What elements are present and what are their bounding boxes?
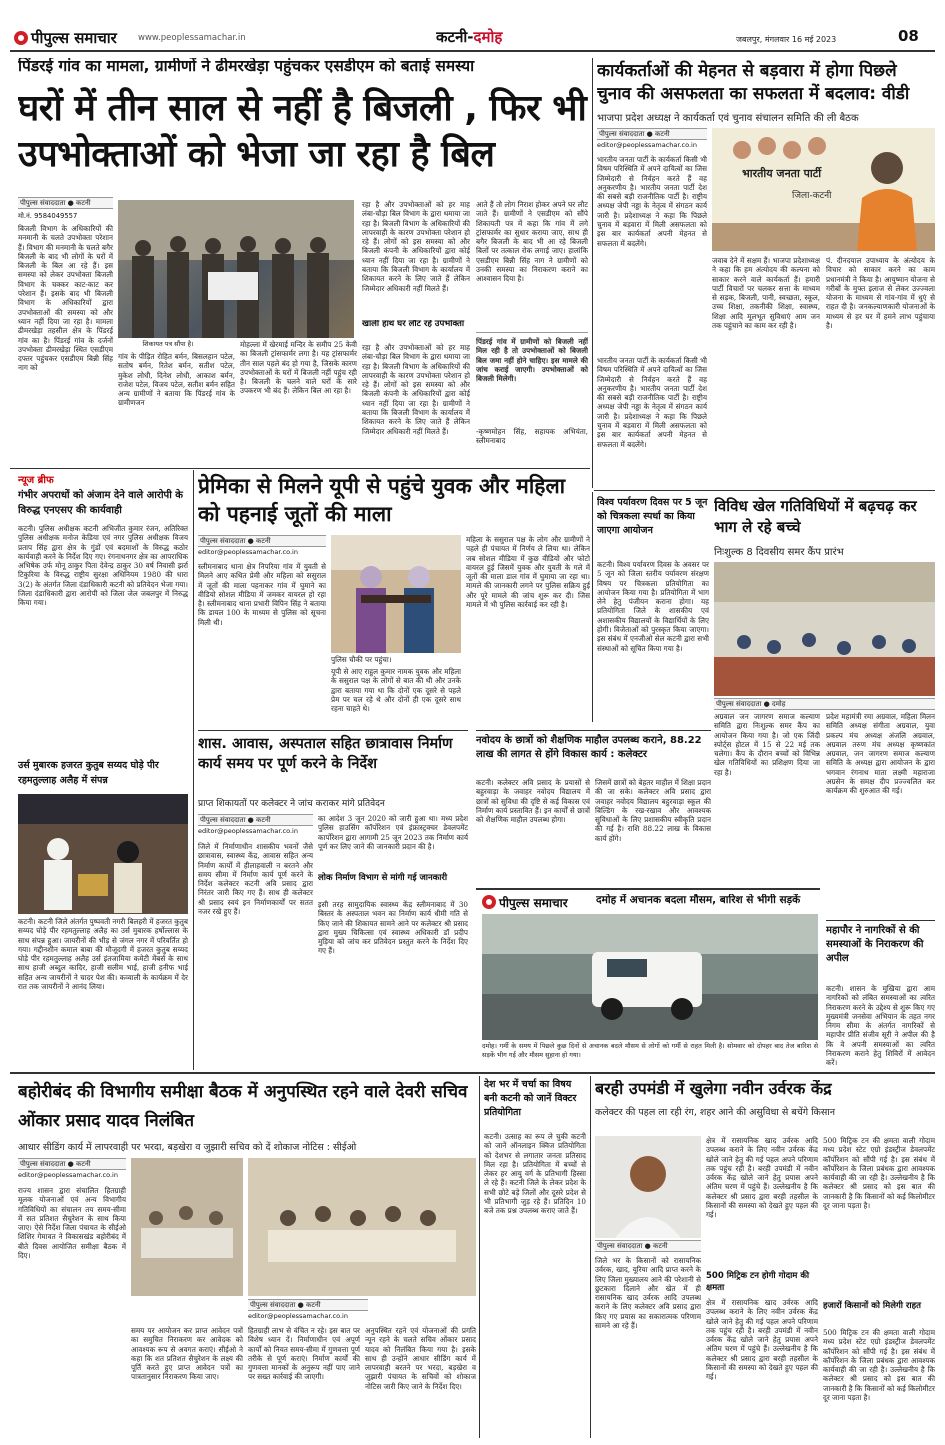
story8-logo-mark-icon [482, 895, 496, 909]
story7-col2: का आदेश 3 जून 2020 को जारी हुआ था। मध्य प्रदेश पुलिस हाउसिंग कॉर्पोरेशन एवं इंफ्रास्ट्रक्चर डेवलपमेंट कार्पोरेशन द्वारा आगामी 25 जून 2023 तक निर्माण कार्य पूर्ण कर लिए जाने की जानकारी प्रदान की है। [318, 814, 468, 851]
story2-headline: कार्यकर्ताओं की मेहनत से बड़वारा में होगा पिछले चुनाव की असफलता का सफलता में बदलाव: वीडी [597, 61, 910, 104]
story7-email[interactable]: editor@peoplessamachar.co.in [198, 827, 298, 835]
story2-email[interactable]: editor@peoplessamachar.co.in [597, 141, 697, 149]
story3-byline: पीपुल्स संवाददाता ● कटनी [198, 535, 326, 547]
story5-col2: प्रदेश महामंत्री रमा अग्रवाल, महिला मिलन समिति अध्यक्ष संगीता अग्रवाल, युवा प्रकल्प मंच अध्यक्ष अंजलि अग्रवाल, अग्रवाल तरुण मंच अध्यक्ष कृष्णकांत अग्रवाल, जन जागरण समाज कल्याण समिति के अध्यक्ष द्वारा आयोजन के द्वारा भगवान रंगनाथ माता लक्ष्मी महाराजा अग्रसेन के समक्ष दीप प्रज्ज्वलित कर कार्यक्रम की शुरुआत की गई। [826, 712, 935, 796]
story1-col2: गांव के पीड़ित रोहित बर्मन, बिसलहान पटेल, सतोष बर्मन, रितेश बर्मन, सतीश पटेल, मुकेश लोधी, दिनेश लोधी, आकाश बर्मन, राजेश पटेल, विजय पटेल, सतीश बर्मन सहित अन्य ग्रामीणों ने बताया कि पिंडरई गांव के ग्रामीणजन [118, 352, 235, 408]
story7-deck: प्राप्त शिकायतों पर कलेक्टर ने जांच कराकर मांगे प्रतिवेदन [198, 799, 385, 809]
story5-headline: विविध खेल गतिविधियों में बढ़चढ़ कर भाग ले रहे बच्चे [714, 497, 917, 536]
story8-photo [482, 914, 818, 1040]
story1-kicker: पिंडरई गांव का मामला, ग्रामीणों ने ढीमरखेड़ा पहुंचकर एसडीएम को बताई समस्या [18, 58, 475, 75]
story10-headline: बहोरीबंद की विभागीय समीक्षा बैठक में अनुपस्थित रहने वाले देवरी सचिव ओंकार प्रसाद यादव निलंबित [18, 1082, 468, 1131]
story9-body: कटनी। शासन के मुखिया द्वारा आम नागरिकों को लंबित समस्याओं का त्वरित निराकरण करने के उद्देश्य से शुरू किए गए मुख्यमंत्री जनसेवा अभियान के तहत नगर निगम सीमा के अंतर्गत नागरिकों से महापौर प्रीति संजीव सूरी ने अपील की है कि वे अपनी समस्याओं का त्वरित निराकरण कराने हेतु शिविरों में आवेदन करें। [826, 984, 935, 1068]
story7-col3: इसी तरह सामुदायिक स्वास्थ्य केंद्र स्लीमनाबाद में 30 बिस्तर के अस्पताल भवन का निर्माण कार्य धीमी गति से किए जाने की शिकायत सामने आने पर कलेक्टर श्री प्रसाद द्वारा मुख्य चिकित्सा एवं स्वास्थ्य अधिकारी डॉ प्रदीप मुड़िया को जांच कर प्रतिवेदन प्रस्तुत करने के निर्देश दिए गए हैं। [318, 900, 468, 956]
section-title: कटनी-दमोह [436, 28, 503, 46]
story1-quote-box [476, 332, 588, 464]
story1-photo-caption: शिकायत पत्र सौंपा है। [142, 340, 194, 348]
story1-col4: रहा है और उपभोक्ताओं को हर माह लंबा-चौड़ा बिल विभाग के द्वारा थमाया जा रहा है। बिजली विभाग के अधिकारियों की लापरवाही के कारण उपभोक्ता परेशान हो रहे हैं। लोगों को इस समस्या को और बिजली कंपनी के अधिकारियों द्वारा कोई ध्यान नहीं दिया जा रहा है। ग्रामीणों ने बताया कि बिजली विभाग के कार्यालय में शिकायत करने के लिए जाते हैं लेकिन जिम्मेदार अधिकारी नहीं मिलते हैं। [362, 200, 470, 293]
story5-photo-art [714, 562, 935, 696]
page-number: 08 [898, 27, 919, 45]
story1-col1: बिजली विभाग के अधिकारियों की मनमानी के चलते उपभोक्ता परेशान हैं। विभाग की मनमानी के चलते बगैर बिजली के बाद भी लोगों के घरों में बिजली के बिल आ रहे हैं। इस समस्या को लेकर उपभोक्ता बिजली विभाग के चक्कर काट-काट कर परेशान हैं। इसके बाद भी बिजली विभाग के अधिकारियों द्वारा उपभोक्ताओं की समस्या को और ध्यान नहीं दिया जा रहा है। मामला ढीमरखेड़ा तहसील क्षेत्र के पिंडरई गांव का है। पिंडरई गांव के दर्जनों उपभोक्ता ढीमरखेड़ा स्थित एसडीएम दफ्तर पहुंचकर एसडीएम बिन्नी सिंह नाग को [18, 224, 113, 373]
story12-col3b: 500 मिट्रिक टन की क्षमता वाली गोदाम मध्य प्रदेश स्टेट एग्रो इंडस्ट्रीज डेवलपमेंट कॉर्पोरेशन को सौंपी गई है। इस संबंध में कॉर्पोरेशन के जिला प्रबंधक द्वारा आवश्यक कार्यवाही की जा रही है। उल्लेखनीय है कि कलेक्टर श्री प्रसाद को इस बात की जानकारी है कि किसानों को कई किलोमीटर दूर जाना पड़ता है। [823, 1328, 935, 1403]
divider-h6 [10, 1072, 935, 1074]
divider-v4 [479, 1076, 480, 1438]
story10-photo-a [131, 1158, 243, 1296]
story3-col3: महिला के ससुराल पक्ष के लोग और ग्रामीणों ने पहले ही पंचायत में निर्णय ले लिया था। लेकिन जब सोशल मीडिया में कुछ वीडियो और फोटो वायरल हुई जिसमें युवक और युवती के गले में जूतों की माला डाल गांव में घुमाया जा रहा था। मामले की जानकारी लगने पर पुलिस सक्रिय हुई और पूरे मामले की जांच शुरू कर दी। जिस मामले में भी पुलिस कार्रवाई कर रही है। [466, 535, 590, 610]
story10-col4: अनुपस्थित रहने एवं योजनाओं की प्रगति न्यून रहने के चलते सचिव ओंकार प्रसाद यादव को निलंबित किया गया है। इसके साथ ही उन्होंने आधार सीडिंग कार्य में लापरवाही बरतने पर भरदा, बड़खेरा व जुझारी पंचायत के सचिवों को शोकाज नोटिस जारी किए जाने के निर्देश दिए। [365, 1326, 476, 1391]
story12-col2b: क्षेत्र में रासायनिक खाद उर्वरक आदि उपलब्ध कराने के लिए नवीन उर्वरक केंद्र खोले जाने हेतु की गई पहल अपने परिणाम तक पहुंच रही है। बरही उपमंडी में नवीन उर्वरक केंद्र खोले जाने हेतु प्रयास अपने अंतिम चरण में पहुंचे हैं। उल्लेखनीय है कि कलेक्टर श्री प्रसाद द्वारा बरही तहसील के किसानों की समस्या को देखते हुए पहल की गई। [706, 1298, 818, 1382]
story10-byline: पीपुल्स संवाददाता ● कटनी [18, 1158, 126, 1170]
story7-col1: जिले में निर्माणाधीन शासकीय भवनों जैसे छात्रावास, स्वास्थ्य केंद्र, आवास सहित अन्य निर्माण कार्यों में हीलाहवाली न बरतने और समय सीमा में निर्माण कार्य पूर्ण करने के निर्देश कलेक्टर कटनी अवि प्रसाद द्वारा निरंतर जारी किए गए हैं। साथ ही कलेक्टर श्री प्रसाद स्वयं इन निर्माणकार्यों पर सतत नजर रखे हुए हैं। [198, 842, 313, 917]
divider-v5 [590, 1076, 591, 1438]
story11-body: कटनी। उत्साह का रूप ले चुकी कटनी को जानें ऑनलाइन क्विज प्रतियोगिता को देशभर से लगातार जनता प्रतिसाद मिल रहा है। प्रतियोगिता में बच्चों से लेकर हर आयु वर्ग के प्रतिभागी हिस्सा ले रहे हैं। कटनी जिले के लेकर प्रदेश के सभी छोटे बड़े जिलों और दूसरे प्रदेश से भी प्रतिभागी जुड़ रहे हैं। प्रतिदिन 10 बजे तक प्रश्न उपलब्ध कराए जाते हैं। [484, 1132, 586, 1216]
story6-col2: जिसमें छात्रों को बेहतर माहौल में शिक्षा प्रदान की जा सके। कलेक्टर अवि प्रसाद द्वारा जवाहर नवोदय विद्यालय बहुरवाड़ा स्कूल की बिल्डिंग के रख-रखाव और आवश्यक सुविधाओं के लिए प्रशासकीय स्वीकृति प्रदान की गई है। राशि 88.22 लाख के विकास कार्य होंगे। [595, 778, 711, 843]
story7-headline: शास. आवास, अस्पताल सहित छात्रावास निर्माण कार्य समय पर पूर्ण करने के निर्देश [198, 736, 453, 772]
story10-email-b[interactable]: editor@peoplessamachar.co.in [248, 1312, 348, 1320]
story12-col1: जिले भर के किसानों को रासायनिक उर्वरक, खाद, यूरिया आदि प्राप्त करने के लिए जिला मुख्यालय आने की परेशानी से छुटकारा दिलाने और खेत में ही रासायनिक खाद उर्वरक आदि उपलब्ध कराने के लिए कलेक्टर अवि प्रसाद द्वारा किए गए प्रयास का सकारात्मक परिणाम सामने आ रहे हैं। [595, 1256, 701, 1331]
story3-headline: प्रेमिका से मिलने यूपी से पहुंचे युवक और महिला को पहनाई जूतों की माला [198, 474, 566, 526]
story12-subhead1: 500 मिट्रिक टन होगी गोदाम की क्षमता [706, 1271, 810, 1293]
brief-photo-art [18, 794, 188, 914]
masthead [0, 0, 945, 58]
story2-col3: पं. दीनदयाल उपाध्याय के अंत्योदय के विचार को साकार करने का काम प्रधानमंत्री ने किया है। आयुष्मान योजना से गरीबों के मुफ्त इलाज से लेकर उज्ज्वला योजना के माध्यम से गांव-गांव में धुएं से राहत दी है। जनकल्याणकारी योजनाओं के माध्यम से हर घर में हमने लाभ पहुंचाया है। [826, 256, 935, 331]
story2-banner-b: जिला-कटनी [792, 191, 832, 201]
divider-v1 [592, 58, 593, 488]
story5-col1: अग्रवाल जन जागरण समाज कल्याण समिति द्वारा निःशुल्क समर कैंप का आयोजन किया गया है। जो एक जिंदी स्पोर्ट्स होटल में 15 से 22 मई तक चलेगा। कैंप के दौरान बच्चों को विभिन्न खेल गतिविधियों का प्रशिक्षण दिया जा रहा है। [714, 712, 820, 777]
story1-col4b: रहा है और उपभोक्ताओं को हर माह लंबा-चौड़ा बिल विभाग के द्वारा थमाया जा रहा है। बिजली विभाग के अधिकारियों की लापरवाही के कारण उपभोक्ता परेशान हो रहे हैं। लोगों को इस समस्या को और बिजली कंपनी के अधिकारियों द्वारा कोई ध्यान नहीं दिया जा रहा है। ग्रामीणों ने बताया कि बिजली विभाग के कार्यालय में शिकायत करने के लिए जाते हैं लेकिन जिम्मेदार अधिकारी नहीं मिलते हैं। [362, 343, 470, 436]
story1-mobile: मो.नं. 9584049557 [18, 212, 78, 220]
story10-photo-a-art [131, 1158, 243, 1296]
story8-photo-art [482, 914, 818, 1040]
story10-col1: राज्य शासन द्वारा संचालित हितग्राही मूलक योजनाओं एवं अन्य विभागीय गतिविधियों का संचालन तय समय-सीमा में सत प्रतिशत सैचुरेशन के साथ किया जाए। ऐसे निर्देश जिला पंचायत के सीईओ शिशिर गेमावत ने विकासखंड बहोरीबंद में बीते दिवस आयोजित समीक्षा बैठक में दिए। [18, 1186, 126, 1261]
story8-logo[interactable]: पीपुल्स समाचार [482, 894, 592, 910]
divider-h2 [594, 490, 935, 491]
story3-col2: यूपी से आए राहुल कुमार नामक युवक और महिला के ससुराल पक्ष के लोगों से बात की थी और उनके द्वारा बताया गया था कि दोनों एक दूसरे से पहले प्रेम पर चल रहे थे और दोनों ही एक दूसरे साथ रहना चाहते थे। [331, 667, 461, 714]
story12-deck: कलेक्टर की पहल ला रही रंग, शहर आने की असुविधा से बचेंगे किसान [595, 1107, 836, 1118]
story2-deck: भाजपा प्रदेश अध्यक्ष ने कार्यकर्ता एवं चुनाव संचालन समिति की ली बैठक [597, 113, 859, 124]
masthead-logo[interactable]: पीपुल्स समाचार [14, 28, 134, 48]
story1-col3: मोहल्ला में खेरमाई मन्दिर के समीप 25 केवी का बिजली ट्रांसफार्मर लगा है। यह ट्रांसफार्मर तीन साल पहले बंद हो गया है, जिसके कारण उपभोक्ताओं के घरों में बिजली नहीं पहुंच रही है। बिजली के चलने वाले घरों के सारे उपकरण भी बंद हैं। लेकिन बिल आ रहा है। [240, 340, 357, 396]
story1-quote: पिंडरई गांव में ग्रामीणों को बिजली नहीं मिल रही है तो उपभोक्ताओं को बिजली बिल जमा नहीं होने चाहिए। इस मामले की जांच कराई जाएगी। उपभोक्ताओं को बिजली मिलेगी। [476, 337, 588, 384]
story5-deck: निःशुल्क 8 दिवसीय समर कैंप प्रारंभ [714, 547, 844, 558]
brief-h2: उर्स मुबारक हजरत कुतुब सय्यद घोड़े पीर रहमतुल्लाह अलैह में संपन्न [18, 760, 159, 786]
dateline: जबलपुर, मंगलवार 16 मई 2023 [736, 35, 837, 44]
story1-photo-art [118, 200, 354, 338]
story5-byline: पीपुल्स संवाददाता ● दमोह [714, 698, 935, 710]
story12-photo [595, 1136, 701, 1238]
brief-photo [18, 794, 188, 914]
story1-headline: घरों में तीन साल से नहीं है बिजली , फिर भी उपभोक्ताओं को भेजा जा रहा है बिल [18, 88, 587, 175]
story11-headline: देश भर में चर्चा का विषय बनी कटनी को जानें विक्टर प्रतियोगिता [484, 1079, 577, 1118]
story4-headline: विश्व पर्यावरण दिवस पर 5 जून को चित्रकला स्पर्धा का किया जाएगा आयोजन [597, 497, 708, 536]
story10-email[interactable]: editor@peoplessamachar.co.in [18, 1171, 118, 1179]
logo-mark-icon [14, 31, 28, 45]
divider-h4 [198, 730, 468, 731]
story10-byline-b: पीपुल्स संवाददाता ● कटनी [248, 1299, 368, 1311]
story3-col1: स्लीमनाबाद थाना क्षेत्र निपरिया गांव में युवती से मिलने आए कथित प्रेमी और महिला को ससुराल में जूतों की माला पहनाकर गांव में घुमाने का वीडियो सोशल मीडिया में जमकर वायरल हो रहा है। स्लीमनाबाद थाना प्रभारी विपिन सिंह ने बताया कि डायल 100 के माध्यम से पुलिस को सूचना मिली थी। [198, 562, 326, 627]
brief-label: न्यूज ब्रीफ [18, 475, 54, 486]
brief-b1: कटनी। पुलिस अधीक्षक कटनी अभिजीत कुमार रंजन, अतिरिक्त पुलिस अधीक्षक मनोज केडिया एवं नगर पुलिस अधीक्षक विजय प्रताप सिंह द्वारा क्षेत्र के गुंडों एवं बदमाशों के विरुद्ध कठोर कार्यवाही करने के निर्देश दिए गए। रंगनाथनगर क्षेत्र का आपराधिक अभिषेक उर्फ मोनू ठाकुर पिता देवेन्द्र ठाकुर 30 वर्ष निवासी झर्रा टिकुरिया के विरुद्ध राष्ट्रीय सुरक्षा अधिनियम 1980 की धारा 3(2) के अंतर्गत जिला दंडाधिकारी कटनी को प्रतिवेदन भेजा गया। जिला दंडाधिकारी द्वारा आरोपी को जिला जेल जबलपुर में निरुद्ध किया गया। [18, 524, 188, 608]
story7-byline: पीपुल्स संवाददाता ● कटनी [198, 814, 313, 826]
story3-caption: पुलिस चौकी पर पहुंचा। [331, 655, 392, 664]
website-url[interactable]: www.peoplessamachar.in [138, 33, 246, 43]
story10-col3: हितग्राही लाभ से वंचित न रहे। इस बात पर विशेष ध्यान दें। निर्माणाधीन एवं अपूर्ण कार्यों को नियत समय-सीमा में गुणवत्ता पूर्ण तरीके से पूर्ण कराएं। निर्माण कार्यों की गुणवत्ता मानकों के अनुरूप नहीं पाए जाने पर सख्त कार्रवाई की जाएगी। [248, 1326, 360, 1382]
story5-photo [714, 562, 935, 696]
story3-photo [331, 535, 461, 653]
brief-caption2: कटनी। कटनी जिले अंतर्गत पुष्पवती नगरी बिलहरी में हजरत कुतुब सय्यद घोड़े पीर रहमतुल्लाह अलैह का उर्स मुबारक हर्षोल्लास के साथ संपन्न हुआ। जायरीनों की भीड़ से जंगल नगर में परिवर्तित हो गया। गद्दीनशीन कमाल बाबा की मौजूदगी में हजरत कुतुब सय्यद घोड़े पीर रहमतुल्लाह अलैह उर्स इंतजामिया कमेटी मेंबर्स के साथ साथ हाजी अब्दुल कादिर, हाजी सलीम भाई, हाजी हनीफ भाई सहित अन्य जायरीनों ने चादर पेश की। कव्वाली के कार्यक्रम में देर रात तक जायरीनों ने आनंद लिया। [18, 917, 188, 992]
story1-photo [118, 200, 354, 338]
story1-byline: पीपुल्स संवाददाता ● कटनी [18, 197, 113, 209]
story10-deck: आधार सीडिंग कार्य में लापरवाही पर भरदा, बड़खेरा व जुझारी सचिव को दें शोकाज नोटिस : सीईओ [18, 1142, 357, 1153]
divider-v2 [193, 470, 194, 1070]
story3-photo-art [331, 535, 461, 653]
story10-photo-b-art [248, 1158, 476, 1296]
divider-h5 [826, 920, 935, 921]
story1-subhead: खाली हाथ घर लौट रहे उपभोक्ता [362, 320, 465, 329]
story2-col1: भारतीय जनता पार्टी के कार्यकर्ता किसी भी विषम परिस्थिति में अपने दायित्वों का जिस जिम्मेदारी से निर्वहन करते हैं वह अनुकरणीय है। भारतीय जनता पार्टी देश की सबसे बड़ी राजनीतिक पार्टी है। राष्ट्रीय अध्यक्ष जेपी नड्डा के नेतृत्व में संगठन कार्य जारी है। प्रदेशाध्यक्ष ने कहा कि पिछले चुनाव में बड़वारा में मिली असफलता को इस बार कार्यकर्ता अपनी मेहनत से सफलता में बदलेंगे। [597, 155, 707, 248]
story1-col5: आते हैं तो लोग निराश होकर अपने घर लौट जाते हैं। ग्रामीणों ने एसडीएम को सौंपे शिकायती पत्र में कहा कि गांव में लगे ट्रांसफार्मर का सुधार कराया जाए, साथ ही बगैर बिजली के बाद भी आ रहे बिजली बिलों पर तत्काल रोक लगाई जाए। हालांकि एसडीएम बिन्नी सिंह नाग ने ग्रामीणों को उनकी समस्या का निराकरण कराने का आश्वासन दिया है। [476, 200, 588, 284]
masthead-rule [10, 50, 935, 52]
story12-headline: बरही उपमंडी में खुलेगा नवीन उर्वरक केंद्र [595, 1080, 832, 1098]
story8-headline: दमोह में अचानक बदला मौसम, बारिश से भीगी सड़कें [596, 894, 801, 906]
story2-banner-a: भारतीय जनता पार्टी [742, 167, 822, 180]
story6-headline: नवोदय के छात्रों को शैक्षणिक माहौल उपलब्ध कराने, 88.22 लाख की लागत से होंगे विकास कार्य : कलेक्टर [476, 735, 702, 760]
brief-h1: गंभीर अपराधों को अंजाम देने वाले आरोपी के विरुद्ध एनएसए की कार्यवाही [18, 490, 183, 516]
story10-photo-b [248, 1158, 476, 1296]
story12-col2: क्षेत्र में रासायनिक खाद उर्वरक आदि उपलब्ध कराने के लिए नवीन उर्वरक केंद्र खोले जाने हेतु की गई पहल अपने परिणाम तक पहुंच रही है। बरही उपमंडी में नवीन उर्वरक केंद्र खोले जाने हेतु प्रयास अपने अंतिम चरण में पहुंचे हैं। उल्लेखनीय है कि कलेक्टर श्री प्रसाद द्वारा बरही तहसील के किसानों की समस्या को देखते हुए पहल की गई। [706, 1136, 818, 1220]
story7-subhead: लोक निर्माण विभाग से मांगी गई जानकारी [318, 873, 448, 883]
story10-col2: समय पर आयोजन कर प्राप्त आवेदन पत्रों का समुचित निराकरण कर आवेदक को आवश्यक रूप से अवगत कराएं। सीईओ ने कहा कि शत प्रतिशत सैचुरेशन के लक्ष्य की पूर्ति करते हुए प्राप्त आवेदन पत्रों का पात्रतानुसार निराकरण किया जाए। [131, 1326, 243, 1382]
story12-col3: 500 मिट्रिक टन की क्षमता वाली गोदाम मध्य प्रदेश स्टेट एग्रो इंडस्ट्रीज डेवलपमेंट कॉर्पोरेशन को सौंपी गई है। इस संबंध में कॉर्पोरेशन के जिला प्रबंधक द्वारा आवश्यक कार्यवाही की जा रही है। उल्लेखनीय है कि कलेक्टर श्री प्रसाद को इस बात की जानकारी है कि किसानों को कई किलोमीटर दूर जाना पड़ता है। [823, 1136, 935, 1211]
story2-byline: पीपुल्स संवाददाता ● कटनी [597, 128, 707, 140]
story2-col2: जवाब देने में सक्षम हैं। भाजपा प्रदेशाध्यक्ष ने कहा कि हम अंत्योदय की कल्पना को साकार करने वाले कार्यकर्ता हैं। हमारी पार्टी विचारों पर चलकर सत्ता के माध्यम से सड़क, बिजली, पानी, स्वच्छता, स्कूल, उच्च शिक्षा, तकनीकी शिक्षा, स्वास्थ्य, शिक्षा आदि मूलभूत सुविधाएं आम जन तक पहुंचाने का काम कर रही है। [712, 256, 820, 331]
story12-subhead2: हजारों किसानों को मिलेगी राहत [823, 1301, 921, 1311]
story2-photo [712, 128, 935, 251]
story1-quote-by: -कृष्णमोहन सिंह, सहायक अभियंता, स्लीमनाबाद [476, 427, 588, 446]
story12-byline: पीपुल्स संवाददाता ● कटनी [595, 1240, 701, 1252]
story6-col1: कटनी। कलेक्टर अवि प्रसाद के प्रयासों से बहुरवाड़ा के जवाहर नवोदय विद्यालय में छात्रों को सुविधा की दृष्टि से कई विकास एवं निर्माण कार्य प्रस्तावित हैं। इन कार्यों से छात्रों को शैक्षणिक माहौल उपलब्ध होगा। [476, 778, 590, 825]
story8-box [476, 888, 820, 1070]
divider-h3 [476, 730, 711, 731]
divider-v3 [592, 492, 593, 722]
story2-col1b: भारतीय जनता पार्टी के कार्यकर्ता किसी भी विषम परिस्थिति में अपने दायित्वों का जिस जिम्मेदारी से निर्वहन करते हैं वह अनुकरणीय है। भारतीय जनता पार्टी देश की सबसे बड़ी राजनीतिक पार्टी है। राष्ट्रीय अध्यक्ष जेपी नड्डा के नेतृत्व में संगठन कार्य जारी है। प्रदेशाध्यक्ष ने कहा कि पिछले चुनाव में बड़वारा में मिली असफलता को इस बार कार्यकर्ता अपनी मेहनत से सफलता में बदलेंगे। [597, 356, 707, 449]
story9-headline: महापौर ने नागरिकों से की समस्याओं के निराकरण की अपील [826, 925, 924, 964]
story4-body: कटनी। विश्व पर्यावरण दिवस के अवसर पर 5 जून को जिला स्तरीय पर्यावरण संरक्षण विषय पर चित्रकला प्रतियोगिता का आयोजन किया गया है। प्रतियोगिता में भाग लेने हेतु पंजीयन कराना होगा। यह प्रतियोगिता जिले के शासकीय एवं अशासकीय विद्यालयों के विद्यार्थियों के लिए होगी। विजेताओं को पुरस्कृत किया जाएगा। इस संबंध में एनजीओ सेल कटनी द्वारा सभी संस्थाओं को सूचित किया गया है। [597, 560, 709, 653]
divider-h1 [10, 468, 590, 469]
story3-email[interactable]: editor@peoplessamachar.co.in [198, 548, 298, 556]
story12-photo-art [595, 1136, 701, 1238]
story8-caption: दमोह। गर्मी के समय में पिछले कुछ दिनों से अचानक बदले मौसम से लोगों को गर्मी से राहत मिली है। सोमवार को दोपहर बाद तेज बारिश से सड़कें भीग गईं और मौसम सुहाना हो गया। [482, 1042, 818, 1059]
